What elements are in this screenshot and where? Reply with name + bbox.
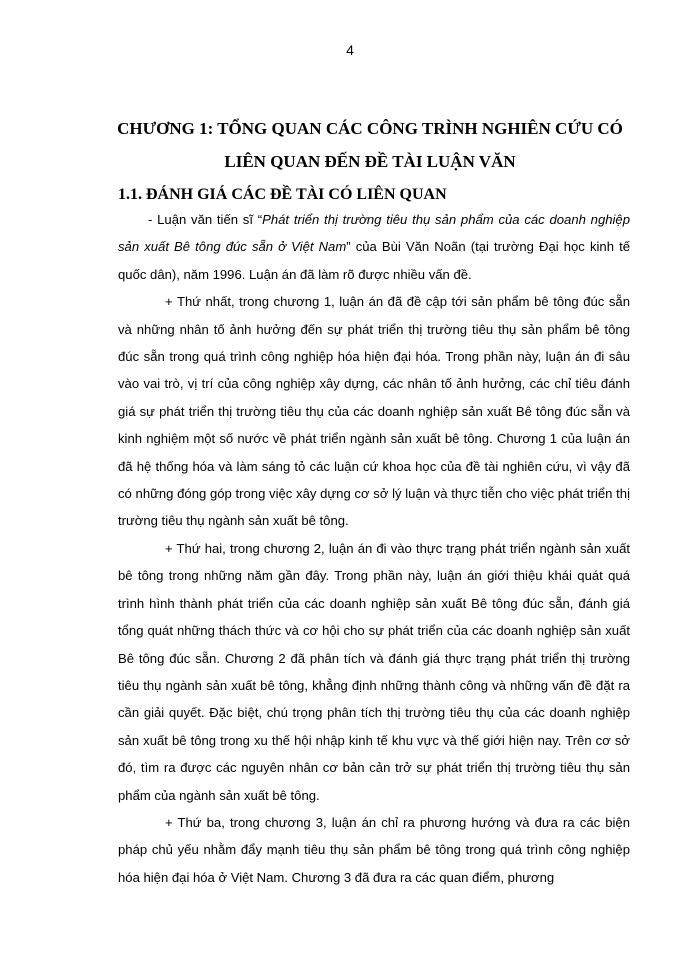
thesis-title: Phát triển thị trường tiêu thụ sản phẩm của các doanh nghiệp sản xuất Bê tông đúc sẵn ở Việt Nam (118, 212, 630, 255)
paragraph-first: + Thứ nhất, trong chương 1, luận án đã đề cập tới sản phẩm bê tông đúc sẵn và những nhân tố ảnh hưởng đến sự phát triển thị trường tiêu thụ sản phẩm bê tông đúc sẵn trong quá trình công nghiệp hóa hiện đại hóa. Trong phần này, luận án đi sâu vào vai trò, vị trí của công nghiệp xây dựng, các nhân tố ảnh hưởng, các chỉ tiêu đánh giá sự phát triển thị trường tiêu thụ của các doanh nghiệp sản xuất Bê tông đúc sẵn và kinh nghiệm một số nước về phát triển ngành sản xuất bê tông. Chương 1 của luận án đã hệ thống hóa và làm sáng tỏ các luận cứ khoa học của đề tài nghiên cứu, vì vậy đã có những đóng góp trong việc xây dựng cơ sở lý luận và thực tiễn cho việc phát triển thị trường tiêu thụ ngành sản xuất bê tông. (118, 294, 630, 529)
chapter-title: CHƯƠNG 1: TỔNG QUAN CÁC CÔNG TRÌNH NGHIÊN CỨU CÓ LIÊN QUAN ĐẾN ĐỀ TÀI LUẬN VĂN (117, 119, 623, 171)
intro-paragraph (118, 206, 630, 288)
intro-suffix: ” của Bùi Văn Noãn (tại trường Đại học kinh tế quốc dân), năm 1996. Luận án đã làm rõ được nhiều vấn đề. (118, 239, 630, 282)
section-heading: 1.1. ĐÁNH GIÁ CÁC ĐỀ TÀI CÓ LIÊN QUAN (118, 186, 447, 203)
paragraph-third: + Thứ ba, trong chương 3, luận án chỉ ra phương hướng và đưa ra các biện pháp chủ yếu nhằm đẩy mạnh tiêu thụ sản phẩm bê tông trong quá trình công nghiệp hóa hiện đại hóa ở Việt Nam. Chương 3 đã đưa ra các quan điểm, phương (118, 814, 630, 885)
intro-prefix: - Luận văn tiến sĩ “ (148, 212, 263, 227)
document-body (118, 206, 630, 891)
page-number: 4 (346, 42, 354, 58)
paragraph-second: + Thứ hai, trong chương 2, luận án đi vào thực trạng phát triển ngành sản xuất bê tông trong những năm gần đây. Trong phần này, luận án giới thiệu khái quát quá trình hình thành phát triển của các doanh nghiệp sản xuất Bê tông đúc sẵn, đánh giá tổng quát những thách thức và cơ hội cho sự phát triển của các doanh nghiệp sản xuất Bê tông đúc sẵn. Chương 2 đã phân tích và đánh giá thực trạng phát triển thị trường tiêu thụ ngành sản xuất bê tông, khẳng định những thành công và những vấn đề đặt ra cần giải quyết. Đặc biệt, chú trọng phân tích thị trường tiêu thụ của các doanh nghiệp sản xuất bê tông trong xu thế hội nhập kinh tế khu vực và thế giới hiện nay. Trên cơ sở đó, tìm ra được các nguyên nhân cơ bản cản trở sự phát triển thị trường tiêu thụ sản phẩm của ngành sản xuất bê tông. (118, 540, 630, 803)
